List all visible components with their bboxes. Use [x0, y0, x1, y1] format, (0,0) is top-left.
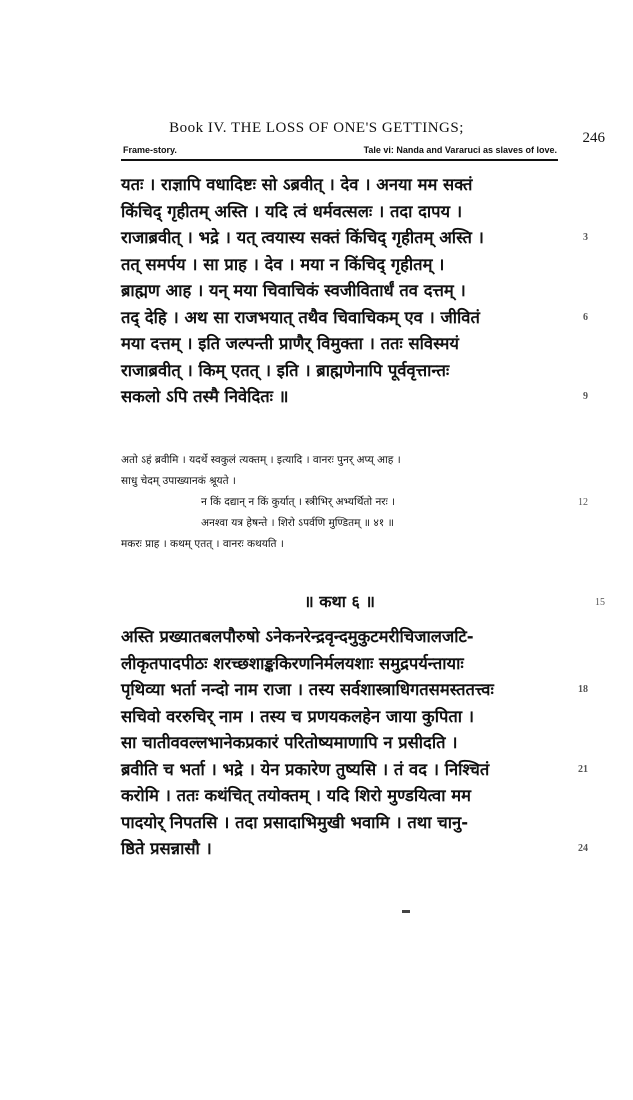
line-text: किंचिद् गृहीतम् अस्ति । यदि त्वं धर्मवत्सलः । तदा दापय । [121, 201, 463, 221]
text-line [121, 225, 588, 252]
text-line [121, 624, 558, 651]
text-line [121, 471, 558, 492]
text-line [121, 252, 558, 279]
right-subhead: Tale vi: Nanda and Vararuci as slaves of love. [363, 145, 557, 155]
line-text: मया दत्तम् । इति जल्पन्ती प्राणैर् विमुक्ता । ततः सविस्मयं [121, 334, 459, 353]
line-text: ब्राह्मण आह । यन् मया चिवाचिकं स्वजीवितार्धं तव दत्तम् । [121, 281, 466, 300]
text-line [121, 836, 588, 863]
line-text: पादयोर् निपतसि । तदा प्रसादाभिमुखी भवामि । तथा चानु- [121, 812, 469, 832]
line-number: 3 [583, 232, 588, 243]
line-number: 21 [578, 763, 588, 775]
line-text: न किं दद्यान् न किं कुर्यात् । स्त्रीभिर् अभ्यर्थितो नरः । [201, 496, 396, 508]
text-line [121, 450, 558, 471]
print-mark [402, 910, 410, 913]
line-text: अस्ति प्रख्यातबलपौरुषो ऽनेकनरेन्द्रवृन्दमुकुटमरीचिजालजटि- [121, 627, 474, 646]
line-text: पृथिव्या भर्ता नन्दो नाम राजा । तस्य सर्वशास्त्राधिगतसमस्ततत्त्वः [121, 680, 494, 699]
passage-two [121, 450, 588, 555]
line-text: मकरः प्राह । कथम् एतत् । वानरः कथयति । [121, 538, 284, 550]
text-line [121, 492, 588, 513]
line-text: राजाब्रवीत् । किम् एतत् । इति । ब्राह्मणेनापि पूर्ववृत्तान्तः [121, 360, 450, 380]
line-number: 6 [583, 311, 588, 323]
line-number: 12 [578, 497, 588, 508]
line-number: 18 [578, 684, 588, 695]
text-line [121, 331, 558, 358]
line-text: साधु चेदम् उपाख्यानकं श्रूयते । [121, 475, 236, 487]
text-line [121, 384, 588, 411]
line-number: 9 [583, 391, 588, 402]
text-line [121, 810, 558, 837]
line-text: सा चातीववल्लभानेकप्रकारं परितोष्यमाणापि न प्रसीदति । [121, 733, 458, 752]
passage-one [121, 172, 588, 411]
text-line [121, 677, 588, 704]
header-rule [121, 159, 558, 161]
line-text: यतः । राज्ञापि वधादिष्टः सो ऽब्रवीत् । देव । अनया मम सक्तं [121, 175, 473, 194]
running-head: Book IV. THE LOSS OF ONE'S GETTINGS; [169, 120, 464, 136]
text-line [121, 199, 558, 226]
line-text: अनश्वा यत्र हेषन्ते । शिरो ऽपर्वणि मुण्डितम् ॥ ४१ ॥ [201, 517, 394, 529]
text-line [121, 783, 558, 810]
text-line [121, 651, 558, 678]
text-line [121, 358, 558, 385]
text-line [121, 757, 588, 784]
page-number: 246 [582, 130, 605, 146]
line-text: तत् समर्पय । सा प्राह । देव । मया न किंचिद् गृहीतम् । [121, 254, 445, 274]
passage-three [121, 624, 588, 863]
line-text: ष्ठिते प्रसन्नासौ । [121, 839, 212, 858]
text-line [121, 172, 558, 199]
line-text: तद् देहि । अथ सा राजभयात् तथैव चिवाचिकम् एव । जीवितं [121, 307, 480, 327]
text-line [121, 278, 558, 305]
line-number: 24 [578, 843, 588, 854]
line-text: अतो ऽहं ब्रवीमि । यदर्थे स्वकुलं त्यक्तम् । इत्यादि । वानरः पुनर् अप्य् आह । [121, 454, 401, 466]
line-text: करोमि । ततः कथंचित् तयोक्तम् । यदि शिरो मुण्डयित्वा मम [121, 786, 471, 805]
text-line [121, 704, 558, 731]
story-title-line-number: 15 [595, 597, 605, 608]
line-text: लीकृतपादपीठः शरच्छशाङ्ककिरणनिर्मलयशाः समुद्रपर्यन्तायाः [121, 653, 464, 673]
text-line [121, 730, 558, 757]
story-title: ॥ कथा ६ ॥ [304, 592, 375, 611]
text-line [121, 513, 558, 534]
text-line [121, 534, 558, 555]
line-text: राजाब्रवीत् । भद्रे । यत् त्वयास्य सक्तं किंचिद् गृहीतम् अस्ति । [121, 228, 484, 247]
text-line [121, 305, 588, 332]
line-text: सचिवो वररुचिर् नाम । तस्य च प्रणयकलहेन जाया कुपिता । [121, 706, 475, 726]
line-text: सकलो ऽपि तस्मै निवेदितः ॥ [121, 387, 289, 406]
left-subhead: Frame-story. [123, 145, 177, 155]
line-text: ब्रवीति च भर्ता । भद्रे । येन प्रकारेण तुष्यसि । तं वद । निश्चितं [121, 759, 490, 779]
